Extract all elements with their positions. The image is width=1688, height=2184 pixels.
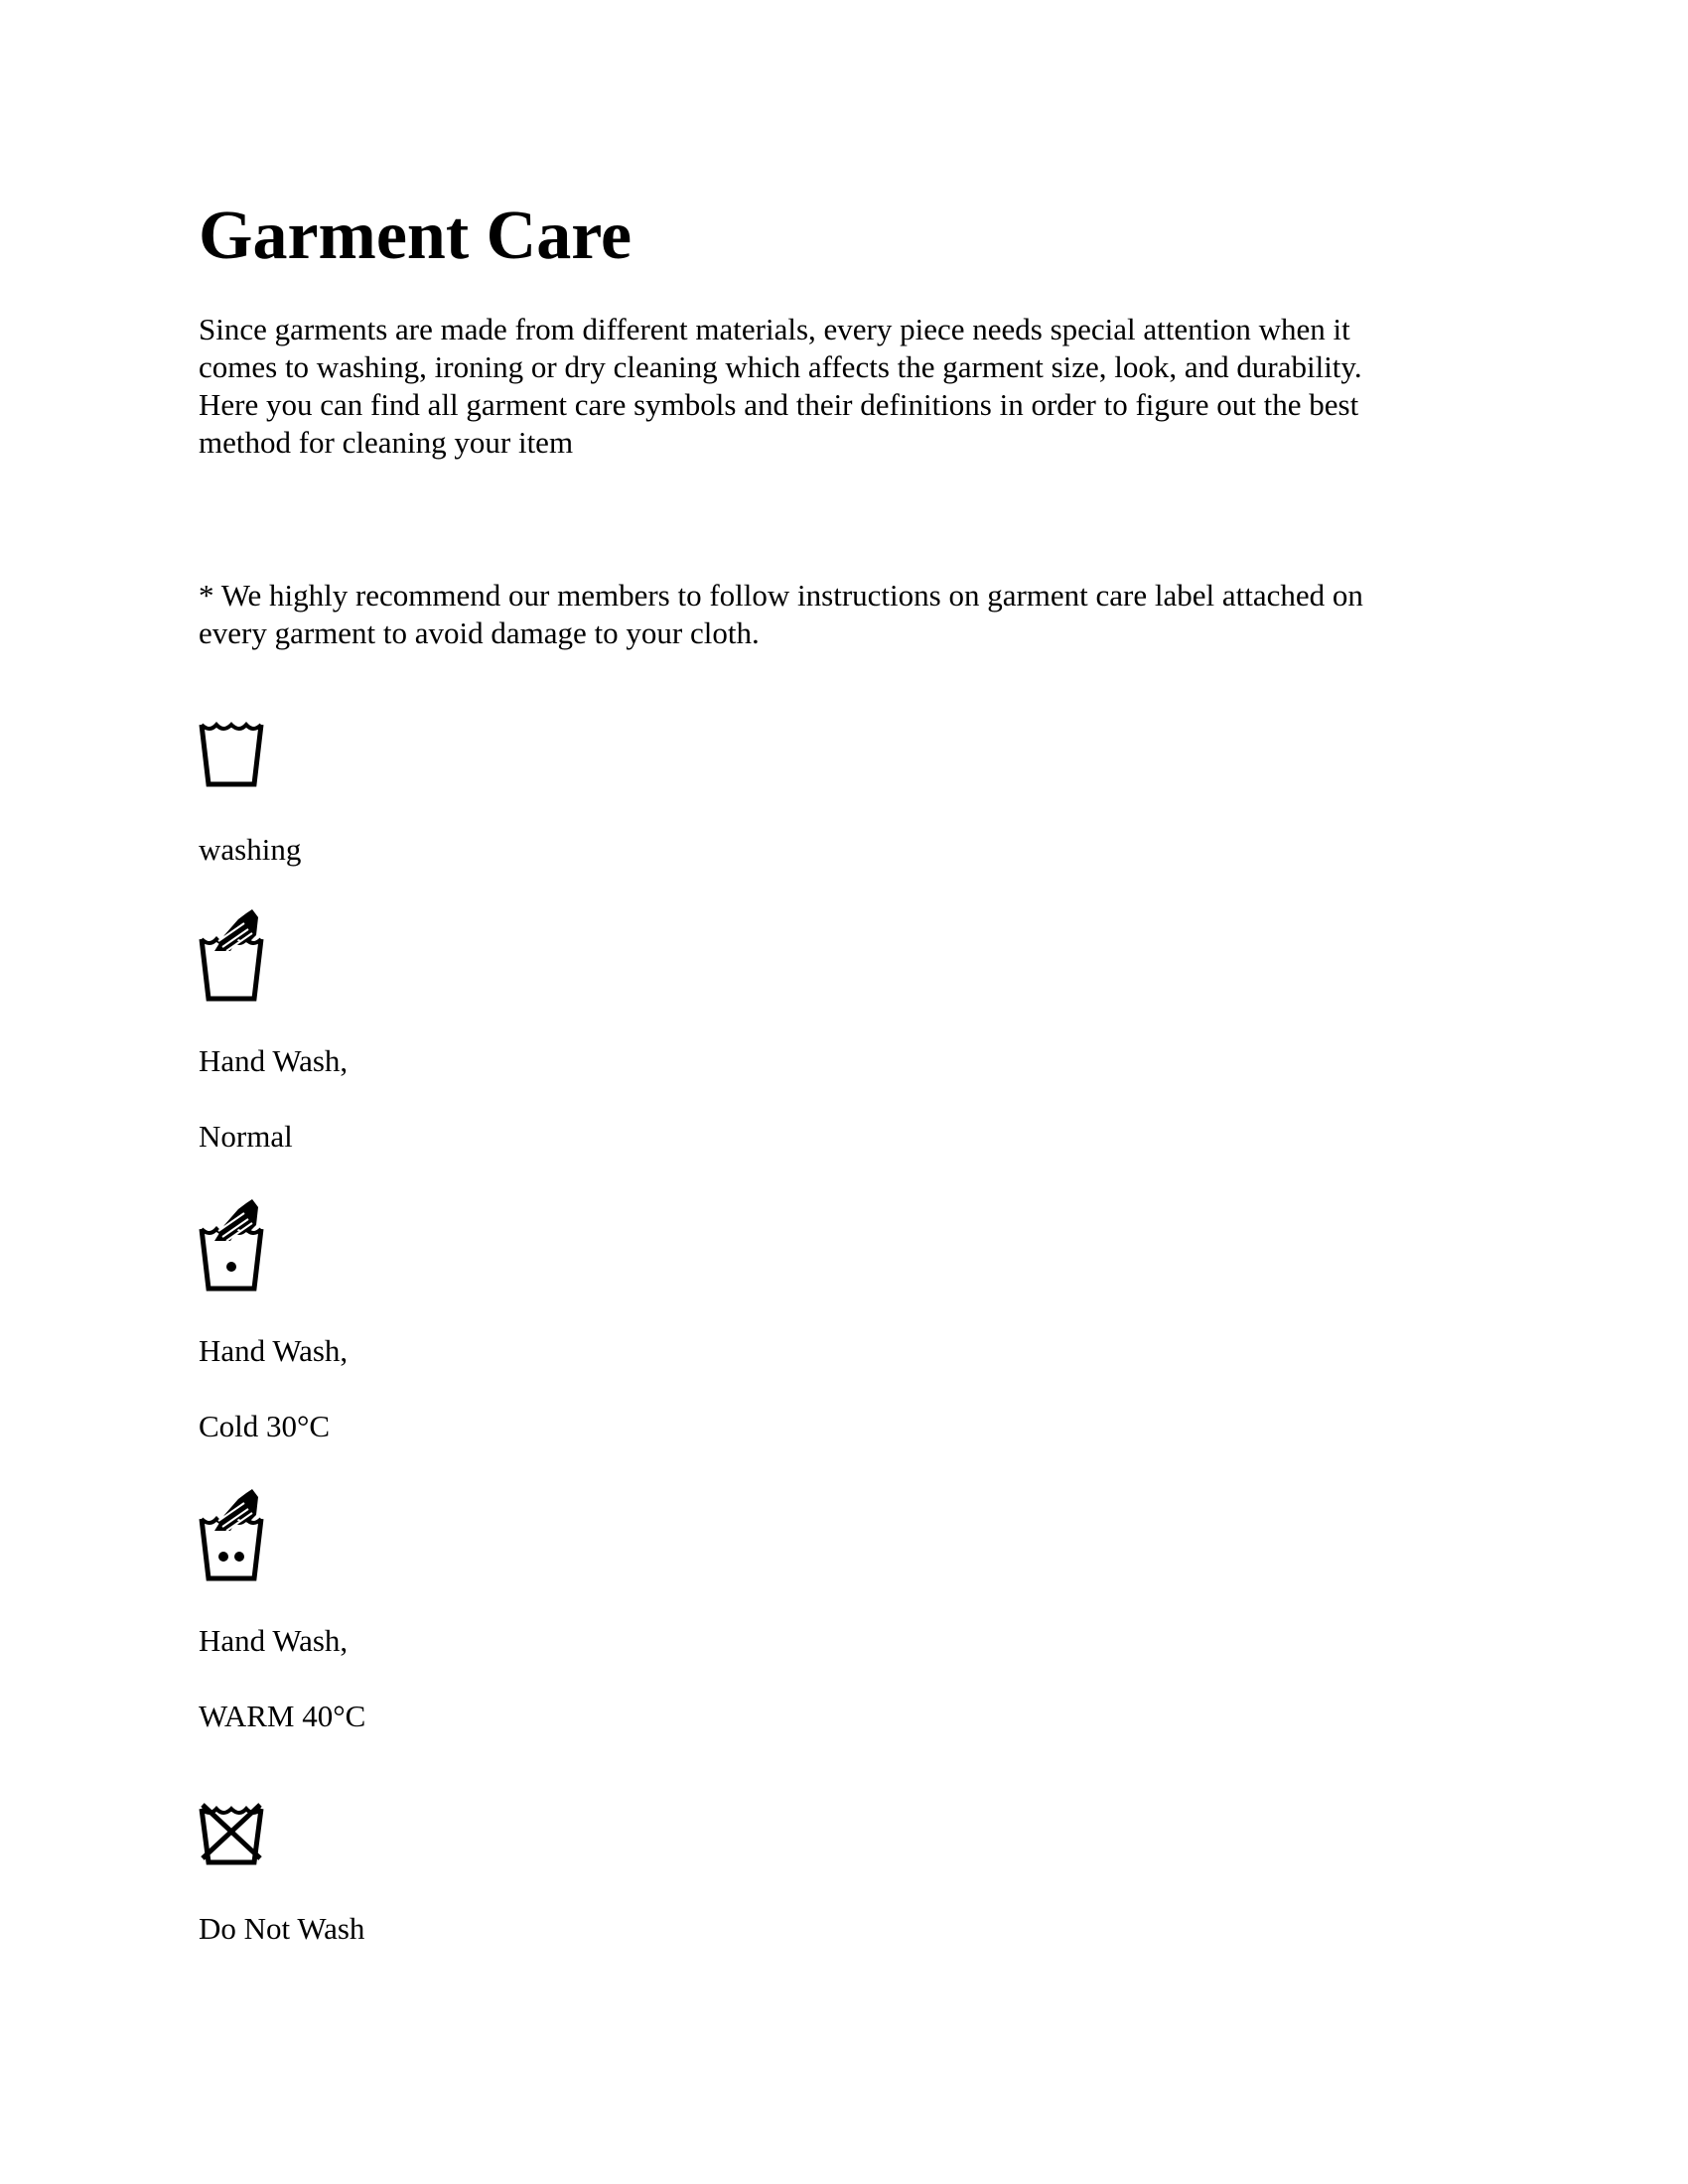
symbol-label: Hand Wash, bbox=[199, 1623, 349, 1658]
hand-wash-one-dot-icon bbox=[195, 1195, 268, 1295]
symbol-label: Hand Wash, bbox=[199, 1043, 349, 1078]
page-title: Garment Care bbox=[199, 198, 633, 274]
wash-tub-icon bbox=[195, 717, 268, 790]
symbol-label: washing bbox=[199, 832, 302, 867]
intro-line: method for cleaning your item bbox=[199, 425, 574, 460]
intro-line: Here you can find all garment care symbols and their definitions in order to figure out the best bbox=[199, 387, 1359, 422]
intro-line: Since garments are made from different materials, every piece needs special attention when it bbox=[199, 312, 1350, 346]
do-not-wash-icon bbox=[195, 1799, 268, 1868]
symbol-label: Do Not Wash bbox=[199, 1911, 365, 1946]
hand-wash-two-dots-icon bbox=[195, 1485, 268, 1584]
symbol-label: Cold 30°C bbox=[199, 1409, 331, 1443]
symbol-label: Normal bbox=[199, 1119, 293, 1154]
symbol-label: Hand Wash, bbox=[199, 1333, 349, 1368]
note-line: * We highly recommend our members to follow instructions on garment care label attached on bbox=[199, 578, 1363, 613]
intro-line: comes to washing, ironing or dry cleaning which affects the garment size, look, and durability. bbox=[199, 349, 1362, 384]
hand-wash-icon bbox=[195, 905, 268, 1005]
note-line: every garment to avoid damage to your cloth. bbox=[199, 615, 760, 650]
symbol-label: WARM 40°C bbox=[199, 1699, 366, 1733]
